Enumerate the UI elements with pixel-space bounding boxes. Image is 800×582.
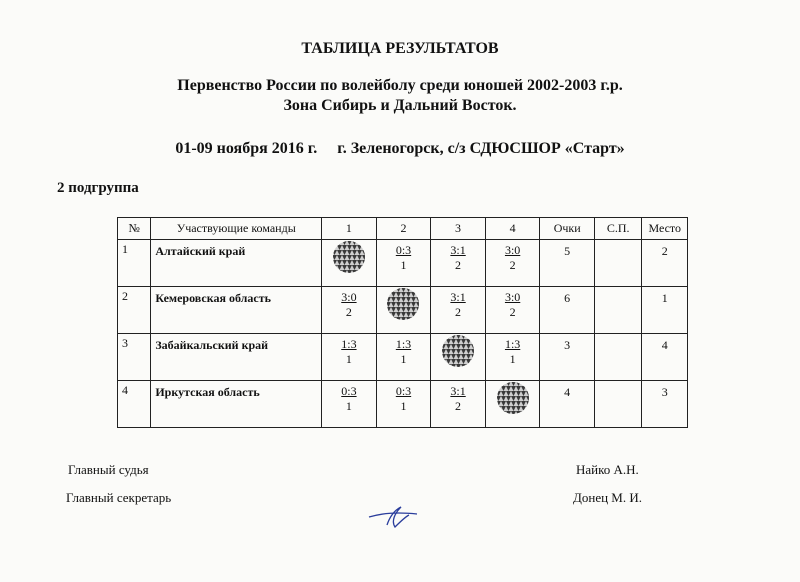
- match-cell-vs-4: [485, 287, 540, 334]
- match-score: 3:1: [450, 384, 466, 398]
- table-header-row: [118, 218, 688, 240]
- match-cell-vs-1: [322, 334, 377, 381]
- match-score: 3:1: [450, 243, 466, 257]
- chief-judge-label: Главный судья: [68, 462, 149, 477]
- match-points: 1: [400, 352, 407, 366]
- match-score: 0:3: [341, 384, 357, 398]
- total-points: 3: [540, 334, 595, 381]
- volleyball-icon: [496, 381, 530, 415]
- match-points: 1: [345, 399, 352, 413]
- col-header-1: 1: [322, 218, 377, 240]
- match-score: 3:1: [450, 290, 466, 304]
- row-number: 4: [118, 381, 151, 428]
- final-place: 2: [642, 240, 688, 287]
- diagonal-ball-cell: [376, 287, 431, 334]
- sets-ratio: [594, 334, 642, 381]
- page-title: ТАБЛИЦА РЕЗУЛЬТАТОВ: [301, 40, 499, 57]
- match-points: 1: [509, 352, 516, 366]
- match-score: 1:3: [341, 337, 357, 351]
- match-cell-vs-2: [376, 381, 431, 428]
- diagonal-ball-cell: [485, 381, 540, 428]
- volleyball-icon: [441, 334, 475, 368]
- col-header-place: Место: [642, 218, 688, 240]
- match-cell-vs-3: [431, 381, 486, 428]
- match-cell-vs-2: [376, 240, 431, 287]
- match-points: 2: [455, 258, 462, 272]
- col-header-points: Очки: [540, 218, 595, 240]
- match-points: 2: [455, 399, 462, 413]
- table-row: [118, 334, 688, 381]
- match-points: 1: [400, 258, 407, 272]
- event-dates: 01-09 ноября 2016 г.: [175, 140, 318, 157]
- chief-secretary-name: Донец М. И.: [573, 490, 642, 505]
- match-score: 1:3: [504, 337, 521, 351]
- table-row: [118, 287, 688, 334]
- table-row: [118, 240, 688, 287]
- match-cell-vs-4: [485, 240, 540, 287]
- team-name: Кемеровская область: [151, 287, 322, 334]
- match-cell-vs-3: [431, 287, 486, 334]
- row-number: 1: [118, 240, 151, 287]
- match-score: 3:0: [341, 290, 357, 304]
- match-score: 0:3: [395, 243, 412, 257]
- date-venue-line: [0, 140, 800, 158]
- team-name: Иркутская область: [151, 381, 322, 428]
- team-name: Забайкальский край: [151, 334, 322, 381]
- final-place: 4: [642, 334, 688, 381]
- match-cell-vs-1: [322, 381, 377, 428]
- diagonal-ball-cell: [322, 240, 377, 287]
- subgroup-label: 2 подгруппа: [57, 180, 139, 196]
- match-score: 1:3: [395, 337, 412, 351]
- total-points: 5: [540, 240, 595, 287]
- match-cell-vs-4: [485, 334, 540, 381]
- sets-ratio: [594, 287, 642, 334]
- volleyball-icon: [386, 287, 420, 321]
- team-name: Алтайский край: [151, 240, 322, 287]
- col-header-2: 2: [376, 218, 431, 240]
- match-points: 1: [345, 352, 352, 366]
- sets-ratio: [594, 240, 642, 287]
- col-header-num: №: [118, 218, 151, 240]
- match-score: 3:0: [504, 243, 521, 257]
- match-cell-vs-3: [431, 240, 486, 287]
- match-points: 1: [400, 399, 407, 413]
- total-points: 4: [540, 381, 595, 428]
- row-number: 2: [118, 287, 151, 334]
- table-row: [118, 381, 688, 428]
- match-points: 2: [455, 305, 462, 319]
- final-place: 3: [642, 381, 688, 428]
- row-number: 3: [118, 334, 151, 381]
- match-cell-vs-1: [322, 287, 377, 334]
- total-points: 6: [540, 287, 595, 334]
- chief-judge-name: Найко А.Н.: [576, 462, 639, 477]
- match-score: 0:3: [395, 384, 412, 398]
- match-points: 2: [509, 258, 516, 272]
- col-header-sp: С.П.: [594, 218, 642, 240]
- sets-ratio: [594, 381, 642, 428]
- event-venue: г. Зеленогорск, с/з СДЮСШОР «Старт»: [337, 140, 625, 157]
- diagonal-ball-cell: [431, 334, 486, 381]
- results-table: [117, 217, 688, 428]
- col-header-teams: Участвующие команды: [151, 218, 322, 240]
- final-place: 1: [642, 287, 688, 334]
- chief-secretary-label: Главный секретарь: [66, 490, 172, 505]
- competition-subtitle: [0, 76, 800, 116]
- col-header-3: 3: [431, 218, 486, 240]
- subtitle-line-2: Зона Сибирь и Дальний Восток.: [283, 97, 517, 114]
- subtitle-line-1: Первенство России по волейболу среди юношей 2002-2003 г.р.: [177, 77, 623, 94]
- match-points: 2: [345, 305, 352, 319]
- match-cell-vs-2: [376, 334, 431, 381]
- match-score: 3:0: [504, 290, 521, 304]
- match-points: 2: [509, 305, 516, 319]
- handwritten-signature: [365, 503, 425, 531]
- col-header-4: 4: [485, 218, 540, 240]
- volleyball-icon: [332, 240, 366, 274]
